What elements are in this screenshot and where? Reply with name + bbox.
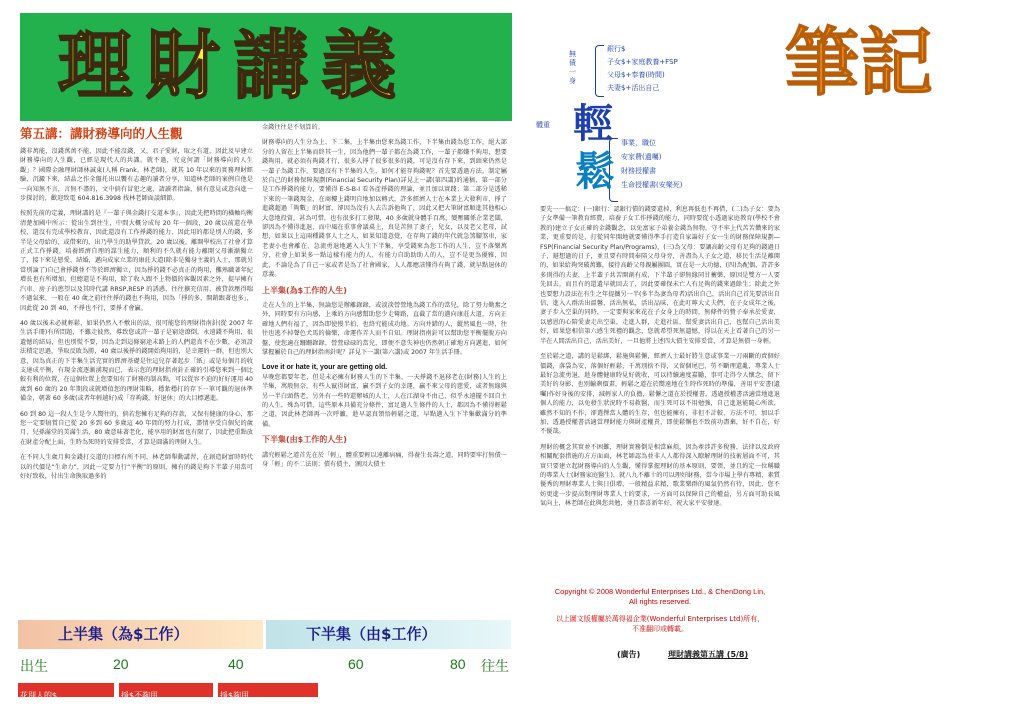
lower-half-heading: 下半集(由$工作的人生) [262,435,347,445]
copyright-notice [540,587,780,607]
tick-birth: 出生 [20,658,48,674]
right-paragraph-2: 至於鬆之道，講的是鬆綁，鬆施與鬆懈，經濟人士最好將生意或事業一刀兩斷的賣個好價錢，落袋為安，落個好輕鬆，千萬別捨不得，又留個尾巴，勞不斷理還亂，專業人士最好急流勇退，趁身體健康時見好就收，可以持續適度嘉勵，事可走得令人懷念，留下美好的身影，也別輸剩價畫，輕鬆之道在於嚮遠地在生時作死時的準備，善用平安書(遺囑)作好身後的安排，減輕家人的負擔，鬆懈之道在於授權書，透過授權書活適當地進退個人的能力，以免發生狀況時不易救醫，而生死可以不用勉強，自己進退能隨心所欲，雖然不知的不作，卻選擇當人體的生存，但也能擁有，非但不計較，方法不可，加以手加，透過授權書活適當理財能力與財產權責，即使鬆懈也不致前功盡棄，好不自在，好不優哉。 [540,353,780,436]
lesson-title: 第五講：講財務導向的人生觀 [20,126,183,141]
red-bar-20-40 [119,683,213,700]
lower-half-label: 下半集（由$工作） [306,625,437,643]
tick-40: 40 [228,656,244,672]
col2-paragraph-4: 講究輕鬆之道首先在於「輕」，體重要輕以遠離病痛，得養生長壽之道，同時要牢打無債一身「輕」的不二法則；債有債主，頒因大債主 [262,451,507,468]
col1-paragraph-3: 40 歲以後未必就輕鬆，如果仍然入不敷出的話，很可能您的理財指南針(從 2007 年生活手冊)有所問題，不難走彼然，導致您或許一輩子是窮途潦倒，永遠錢不夠用，很遺憾的結局，但也別慌不要，因為走到這條窮途末路上的人們還真不在少數，必須設法積定思過，爭取反敗為勝，40 歲以後掙的錢開始夠用的，是幸運的一群，但也別大意，因為真正的下半集生活充實的經濟基礎是往這兒存著起步「紙」或是每個月的收支達成平衡，有現金流逐漸湧現而已，表示您的理財指南針正確的引導您來到一個比較有利的位置，在這個位置上您要知有了財務的制高點，可以從容不迫的好好運用 40 歲到 60 歲的 20 年期段或就增值您的理財策略，穩紮穩打的存下一筆可觀的退休準備金，朝著 60 多歲(或者年輕越好)成「存夠錢，好退休」的大目標邁進。 [20,319,253,403]
red-bar-label-3: 掙$夠用 [220,691,250,700]
lower-half-bar [266,620,511,649]
right-column [540,205,780,580]
notes-heading: 筆記 [785,20,933,106]
col1-paragraph-4: 60 到 80 這一段人生是令人嚮往的，倘若您擁有足夠的存款，又保有健康的身心，那您一定要犒賞自己從 20 多到 60 多歲這 40 年間的努力打成，盡情享受自個兒的歲月，兒孫滿堂的美滿生活，80 歲意味著老化，能享用的財富也有限了，因此把重點放在財產分配上面，生時為死時的安排妥當，才算是圓滿的理財人生。 [20,410,253,446]
tick-80: 80 [450,656,466,672]
debt-line-4: 夫妻$+活出自己 [607,84,660,92]
title-banner [20,13,512,121]
col2-paragraph-2: 走在人生的上半集，無論您是辦離錄錄，或淡淡營營地為錢工作的當兒，除了努力勤奮之外，同時要有方向感，上乘的方向感幫助您少走彎路，直截了當的邁向康莊大道，方向正確地人們有福了，因為即使慢半拍，也終究能成功地。方向并錯的人，縱然風也一時，往往也逃不掉聲色犬馬的倫樂，命運作弄人而不自知。理財指南針可以幫助您平衡擺脫方向盤，使您適在跚跚錄錄，營營碌碌的當兒，即便不意失神也仍然朝正確地方向邁進，如何掌握屬於自己的理財指南針呢？詳見下一講(第六講)或 2007 年生活手冊。 [262,301,507,356]
advertisement-label: (廣告) [617,650,641,659]
body-weight-label: 體重 [536,121,550,129]
col1-paragraph-2: 按照先前的定義，理財講的是『一輩子與金錢打交道本事』，因此先把時間的橫軸均衡清楚加國中所示：從出生到往生，中間大概分成每 20 年一個段，20 歲以前還在學校，還沒有完成學校教育，因此還沒有工作掙錢的能力，因此用的都是別人的錢，多半是父母給的，或借來的，出乃學生的助學貸款。20 歲以後，離開學校出了社會才算正式工作掙錢，培養經濟自理的謀生能力，順利的不久就有能力離開父母漸漸獨立了，接下來是戀愛、結婚，邁向成家立業的康莊大道(除非是獨身主義的人士，那就另當別論了)自己會掙錢並不等於經濟獨立，因為掙的錢不必真正的夠用，攤熟職著年紀增長也有所增加，但總還是不夠用，除了收入跟不上物價的客觀因素之外，提早擁有汽車、房子的慾望以及其時代講 RRSP,RESP 的誘惑，往往擴充信用，被貸款壓得喘不過氣來，一般在 40 歲之前往往掙的錢也不夠用，因為「掙的多，開銷跟著也多」，因此從 20 到 40，不掙也不行，要掙才會贏。 [20,210,253,312]
loose-line-4: 生命授權書(安樂死) [621,181,683,189]
page-footer: 理財講義第五講 (5/8) [668,650,749,659]
upper-half-label: 上半集（為$工作） [58,625,189,643]
cn-notice-line-1: 以上圖文版權屬於萬得福企業(Wonderful Enterprises Ltd)所有， [555,615,765,623]
col2-paragraph-0: 金錢往往是不划算的。 [262,124,324,131]
debt-free-label: 無債一身 [569,50,576,85]
red-bar-label-2: 掙$不夠用 [121,691,159,700]
red-bar-label-1: 花別人的$ [20,691,58,700]
banner-title: 理財講義 [58,23,410,109]
column-2 [262,123,507,613]
light-character: 輕 [573,101,613,147]
red-bar-40-60 [218,683,318,700]
tick-death: 往生 [481,658,509,674]
debt-line-2: 子女$+家庭教養+FSP [607,58,678,66]
upper-half-heading: 上半集(為$工作的人生) [262,285,347,295]
loose-character: 鬆 [575,149,615,195]
loose-line-2: 安家費(遺囑) [621,153,662,161]
col2-paragraph-1: 財務導向的人生分為上、下二集，上半集由您來為錢工作，下半集由錢為您工作，絕大部分的人留在上半集而終其一生，因為他們一輩子都在為錢工作，一輩子都嫌不夠用，想要錢夠用，就必須有夠錢才行，很多人掙了很多很多的錢，可是沒有存下來，到頭來仍然是一輩子為錢工作，要過沒有下半集的人生，如何才能存夠錢呢？首先要透過方法，制定屬於自己的財務保障規劃(Financial Security Plan)詳見上一講(第四講)的通稿，第一部分是工作掙錢的能力，要懂得 E-S-B-I 看各產掙錢的理論，並且加以實踐；第二部分是透稀下來的一筆錢現金，在商樓上錢明自地加以轉式，許多經濟人士在本業上大發利市，掙了進錢超過「夠數」的財富，卻因為沒有人去告訴他夠了，因此又把大筆財富順進其他相心大意地投資，甚為可惜，也有很多打工發現，40 多歲就身體手百萬，變壓關係企業老闆，卻因為不懂得進退，而中風在重事會議桌上，真是苦無了妻子，兒女，以及老父老母，試想，如果以上這兩種錢事人士之人，如果知道意覺，在存夠了錢的年代就急煞腳煞車，家老妻小也會離在，急流勇退地邁入人生下半集，享受錢來為您工作的人生，豈不落樂萬分，社會上如果多一點這樣有能力的人，有能力自助助助人的人，豈不是更為優雅，因此，不論是為了自己一家或者是為了社會國家，人人都應該懂得有夠了錢，就早點退休的意義。 [262,139,507,279]
right-paragraph-3: 理財的概念其實並不困難，理財實務倒是相當麻煩，因為牽涉許多稅務，法律以及政府相關配套措施的方方面面，林老師認為並非人人都得深入瞭解理財的技術層面不可，其實只要建立起財務導向的人生觀，懂得掌握理財的基本原則，要領，並且約定一位稱職的專業人士(財務家庭醫生)，就八九不離十的可以理好財務，當今市場上學有專精，素質優秀的理財專業人士與日俱增，一般精益求精，歌業樂群的風氣仍然有待，因此，您不妨更進一步提高對理財專業人士的要求，一方面可以保障自己的權益，另方面可助長風氣向上，林老師在此與您共勉，並且恭喜新年好，祝大家平安發達。 [540,443,780,508]
loose-line-1: 事業，職位 [621,139,656,147]
upper-half-bar [18,620,263,649]
copyright-line-2: All rights reserved. [628,597,692,606]
red-bar-birth-20 [18,683,114,700]
col1-paragraph-5: 在不同人生歲月與金錢打交道的目標有所不同，林老師舉動講習，在創造財富時時代以的代價是“生命力”，因此一定要力行“平衡”的原則，擁有的錢是夠下半輩子用當可好好致收，付出生命換取過多的 [20,454,253,480]
debt-line-1: 銀行$ [607,45,626,53]
right-paragraph-1: 要先一一搞定：(一)銀行：認銀行債的錢要還掉，利息再低也不再借，(二)為子女：要為子女準備一筆教育經費，培養子女工作掙錢的能力，同時要從小透過家庭教育(學校不會教的)建立子女正確的金錢觀念，以免富家子弟養金錢為無物，守不牢上代苦苦攢來的家業，更重要的是，打從同年開地就要懂得準手打造自家籌好子女一生的財務保障規劃—FSP(Financial Security Plan/Programs)，(三)為父母：要讓高齡父母有足夠的錢過日子，避想過的日子，並且要有時間奉陪父母身旁，善盡為人子女之道，移民生活是離開的，如果給夠突破萬難，接待高齡父母親屬團圓，實在是一大功德，(四)為配偶，許許多多則得的夫妻，上半輩子共苦開創有成，下半輩子卻無緣同甘蓄樂，原因是雙方一人要先回去，而且有的還遺早就回去了，因此要確保未亡人有足夠的錢來過餘生；除此之外也要想力設法在有生之年提攜另一半(多半為妻為母者)活出自己，活出自己首先要活出自信，進入人群活出溫馨，活出無私，活出品味，在此叮嚀大丈夫們，在子女成年之後，妻子步入空巢的同時，一定要與家來花在子女身上的時間，無條件的贊子奉承於愛妻，以感恩的心陪愛妻走出空巢，走進人群，走進社區，幫愛妻活出自己，也幫自己活出美好，如果您相信第六感生死禮的觀念，您就希望死無遺憾，得以在天上看著自己的另一半在人間活出自己，活出美好，一旦他將上述四大債主安排妥當，才算是無債一身輕。 [540,206,780,345]
tick-60: 60 [348,656,364,672]
top-brace [595,45,604,97]
tick-20: 20 [113,656,129,672]
loose-line-3: 財務授權書 [621,167,656,175]
life-timeline-chart [18,620,511,716]
cn-notice-line-2: 不准翻印或轉載。 [632,625,688,633]
english-quote: Love it or hate it, your are getting old. [262,364,388,372]
light-loose-diagram [521,30,776,210]
chinese-copyright-notice [540,614,780,634]
col1-paragraph-1: 錢非萬能，沒錢萬萬不能，因此不能沒錢，又，君子愛財，取之有道，因此及早建立財務導向的人生觀，已經是現代人的共識。就不過，究竟何謂「財務導向的人生觀」？國際金融理財師林誠東(人稱 Frank，林老師)，就其 10 年以來的實務理財經驗，沉澱下來，結晶之作全盤托出以饗有志趣的讀者分享，知道林老師的案例自他是一向知無不言，言無不盡的，文中倘有冒犯之處，請讀者指論，倘有意見或意向進一步探討的，歡迎致電 604.816.3998 找林老師面談細節。 [20,148,253,203]
copyright-line-1: Copyright © 2008 Wonderful Enterprises Ltd., & ChenDong Lin, [554,587,766,596]
debt-line-3: 父母$+奉養(時間) [607,71,665,79]
col2-paragraph-3: 早晚您都要年老，但是未必擁有財務人生的下半集，一天掙錢不退移老在(財務)人生的上半集，萬般無奈，有些人竄得財富，贏不到子女的幸運，贏不來父母的慈愛，或者無緣與另一半白頭偕老，另外有一些時還辦城的人士，人在江湖身不由己，似乎永遠擺不回自主的人生，殊為可借，這些原本具備充分條件，富足過人生條件的人士，都因為不懂得輕鬆之道，因此林老師再一次呼籲，趁早認真領悟輕鬆之道，早點邁入生下半集歡滿分的準備。 [262,373,507,428]
column-1 [20,147,253,612]
